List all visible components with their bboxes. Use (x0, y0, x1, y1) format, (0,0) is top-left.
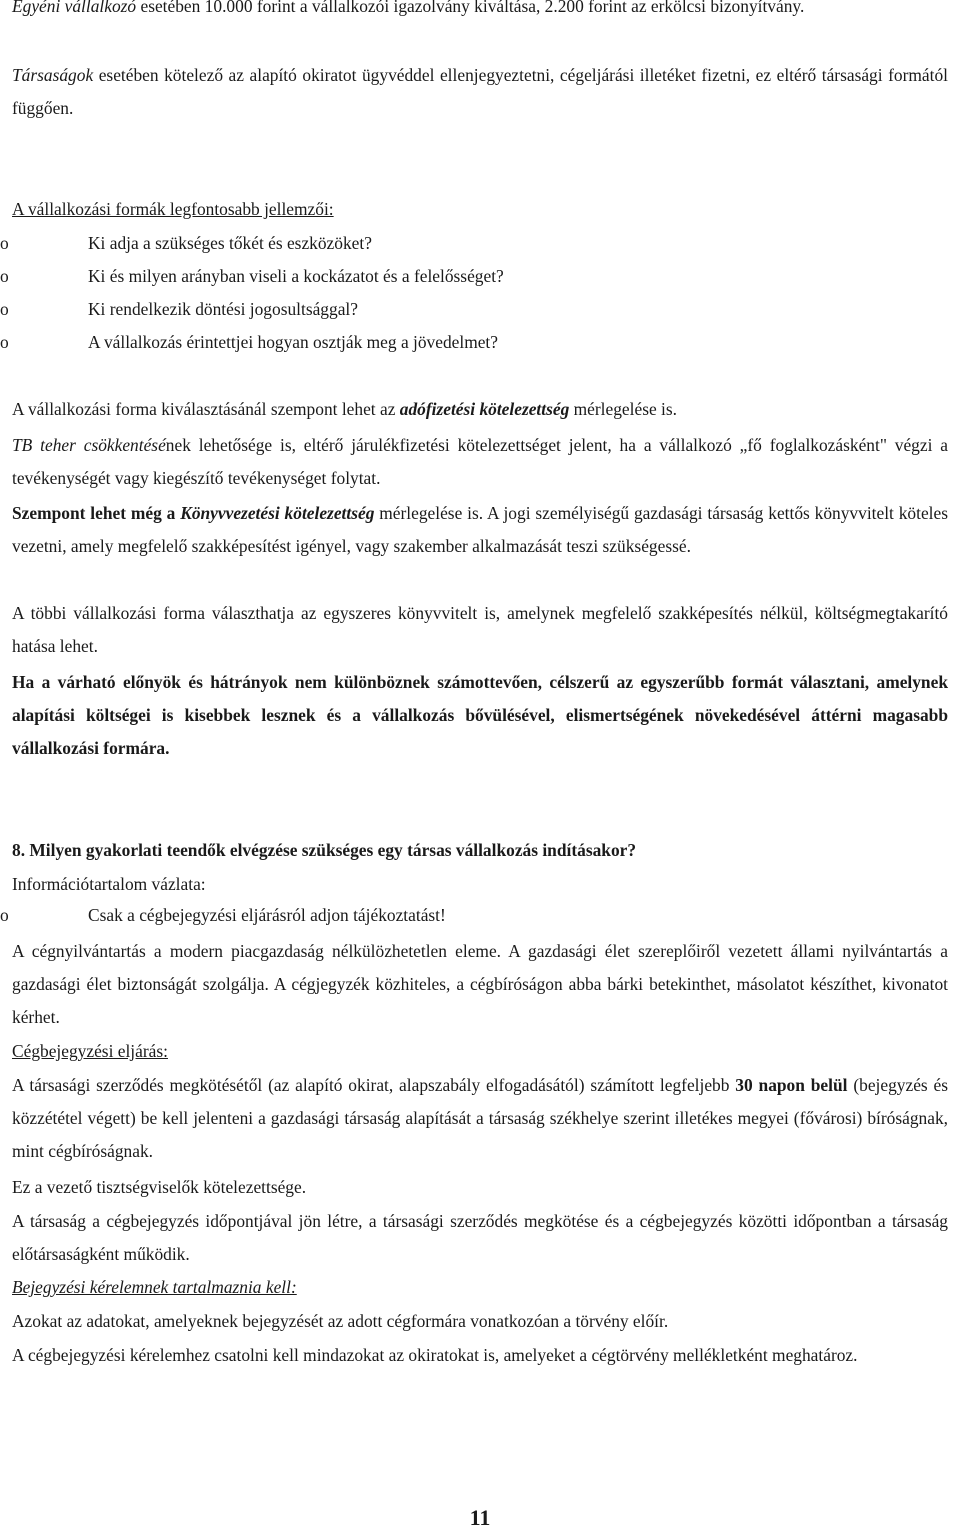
jellemzok-heading: A vállalkozási formák legfontosabb jellemzői: (12, 199, 334, 219)
tarsasag-text: esetében kötelező az alapító okiratot ügyvéddel ellenjegyeztetni, cégeljárási illetéket fizetni, ez eltérő társasági formától függően. (12, 65, 948, 118)
paragraph-adatok: Azokat az adatokat, amelyeknek bejegyzését az adott cégformára vonatkozóan a törvény előír. (12, 1311, 669, 1331)
egyeni-label: Egyéni vállalkozó (12, 0, 137, 16)
list-item-text: Ki és milyen arányban viseli a kockázatot és a felelősséget? (88, 266, 504, 286)
list-item (0, 227, 960, 260)
paragraph-elotarsasag: A társaság a cégbejegyzés időpontjával jön létre, a társasági szerződés megkötése és a cégbejegyzés közötti időpontban a társaság előtársaságként működik. (12, 1211, 948, 1264)
paragraph-tb-teher: TB teher csökkentésének lehetősége is, eltérő járulékfizetési kötelezettséget jelent, ha a vállalkozó „fő foglalkozásként" végzi a tevékenységét vagy kiegészítő tevékenységet folytat. (12, 435, 948, 488)
adofizetes-emphasis: adófizetési kötelezettség (399, 399, 570, 419)
list-item-text: Ki adja a szükséges tőkét és eszközöket? (88, 233, 372, 253)
paragraph-egyszeres-konyvvitel: A többi vállalkozási forma választhatja az egyszeres könyvvitelt is, amelynek megfelelő szakképesítés nélkül, költségmegtakarító hatása lehet. (12, 603, 948, 656)
list-item-text: A vállalkozás érintettjei hogyan osztják meg a jövedelmet? (88, 332, 498, 352)
tarsasag-label: Társaságok (12, 65, 94, 85)
bullet-icon: o (0, 332, 9, 352)
info-label: Információtartalom vázlata: (12, 874, 206, 894)
section-8-heading: 8. Milyen gyakorlati teendők elvégzése szükséges egy társas vállalkozás indításakor? (12, 840, 637, 860)
konyvvezetes-emphasis: Könyvvezetési kötelezettség (180, 503, 375, 523)
deadline-emphasis: 30 napon belül (735, 1075, 848, 1095)
list-item-text: Ki rendelkezik döntési jogosultsággal? (88, 299, 358, 319)
bullet-icon: o (0, 233, 9, 253)
paragraph-okiratok: A cégbejegyzési kérelemhez csatolni kell mindazokat az okiratokat is, amelyeket a cégtörvény mellékletként meghatároz. (12, 1345, 858, 1365)
egyeni-text: esetében 10.000 forint a vállalkozói igazolvány kiváltása, 2.200 forint az erkölcsi bizonyítvány. (136, 0, 805, 16)
paragraph-adofizetes: A vállalkozási forma kiválasztásánál szempont lehet az adófizetési kötelezettség mérlegelése is. (12, 399, 677, 419)
list-item-text: Csak a cégbejegyzési eljárásról adjon tájékoztatást! (88, 905, 446, 925)
page-number: 11 (469, 1505, 491, 1530)
list-item (0, 899, 960, 932)
paragraph-konyvvezetes: Szempont lehet még a Könyvvezetési kötelezettség mérlegelése is. A jogi személyiségű gazdasági társaság kettős könyvvitelt köteles vezetni, amely megfelelő szakképesítést igényel, vagy szakember alkalmazását teszi szükségessé. (12, 503, 948, 556)
kerelem-heading: Bejegyzési kérelemnek tartalmaznia kell: (12, 1277, 297, 1297)
list-item (0, 260, 960, 293)
list-item (0, 293, 960, 326)
paragraph-tarsasagok (12, 59, 948, 125)
paragraph-30-napon: A társasági szerződés megkötésétől (az alapító okirat, alapszabály elfogadásától) számított legfeljebb 30 napon belül (bejegyzés és közzététel végett) be kell jelenteni a gazdasági társaság alapítását a társaság székhelye szerint illetékes megyei (fővárosi) bíróságnak, mint cégbíróságnak. (12, 1075, 949, 1161)
tb-teher-emphasis: TB teher csökkentésé (12, 435, 166, 455)
paragraph-cegnyilvantartas: A cégnyilvántartás a modern piacgazdaság nélkülözhetetlen eleme. A gazdasági élet szereplőiről vezetett állami nyilvántartás a gazdasági élet biztonságát szolgálja. A cégjegyzék közhiteles, a cégbíróságon abba bárki betekinthet, másolatot készíthet, kivonatot kérhet. (12, 941, 948, 1027)
eljaras-heading: Cégbejegyzési eljárás: (12, 1041, 168, 1061)
paragraph-egyeni-vallalkozo (12, 0, 948, 23)
bullet-icon: o (0, 299, 9, 319)
bullet-icon: o (0, 266, 9, 286)
bullet-icon: o (0, 905, 9, 925)
paragraph-vezeto: Ez a vezető tisztségviselők kötelezettsége. (12, 1177, 307, 1197)
paragraph-conclusion: Ha a várható előnyök és hátrányok nem különböznek számottevően, célszerű az egyszerűbb formát választani, amelynek alapítási költségei is kisebbek lesznek és a vállalkozás bővülésével, elismertségének növekedésével áttérni magasabb vállalkozási formára. (12, 672, 948, 758)
list-item (0, 326, 960, 359)
